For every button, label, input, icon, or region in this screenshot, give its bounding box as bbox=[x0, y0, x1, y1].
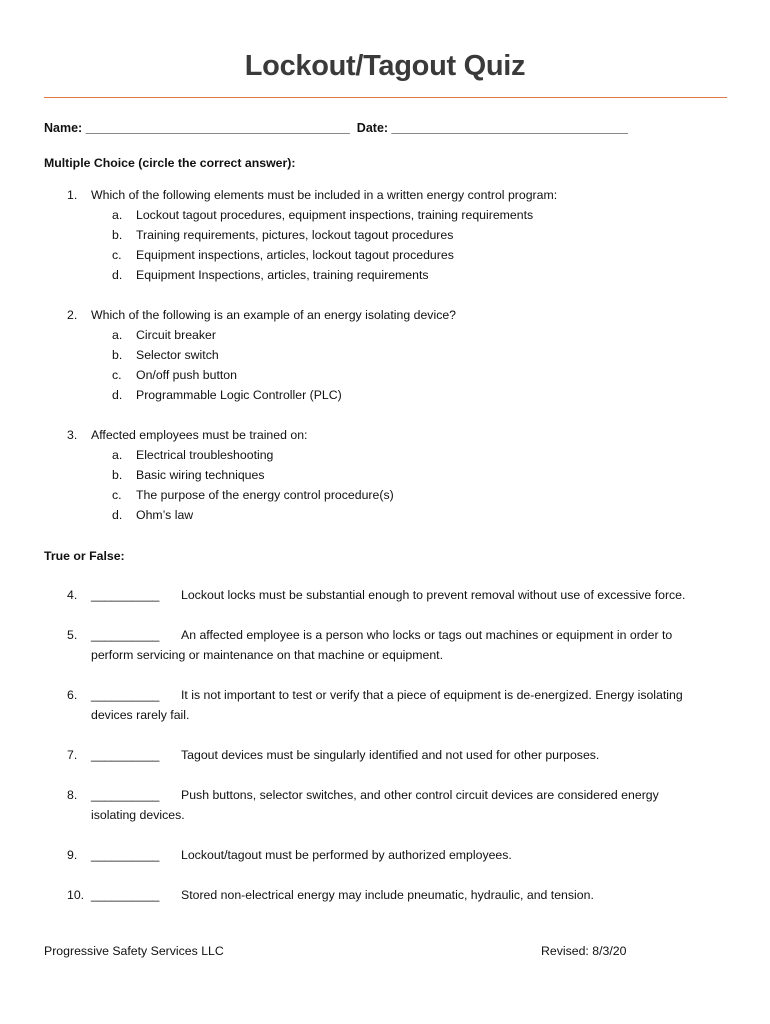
title-divider bbox=[44, 97, 727, 98]
question-number: 3. bbox=[67, 428, 78, 442]
option-text: Programmable Logic Controller (PLC) bbox=[136, 388, 342, 402]
tf-item-7 bbox=[67, 745, 727, 765]
item-text: Lockout/tagout must be performed by authorized employees. bbox=[181, 848, 512, 862]
option-letter: b. bbox=[112, 468, 123, 482]
item-text: Tagout devices must be singularly identified and not used for other purposes. bbox=[181, 748, 600, 762]
option-text: Basic wiring techniques bbox=[136, 468, 265, 482]
footer-company: Progressive Safety Services LLC bbox=[44, 944, 224, 958]
option-2a[interactable] bbox=[112, 327, 216, 343]
tf-item-5 bbox=[67, 625, 727, 665]
question-1 bbox=[67, 187, 557, 203]
question-3 bbox=[67, 427, 307, 443]
option-1b[interactable] bbox=[112, 227, 453, 243]
option-letter: b. bbox=[112, 228, 123, 242]
option-letter: a. bbox=[112, 328, 123, 342]
option-text: On/off push button bbox=[136, 368, 237, 382]
tf-item-6 bbox=[67, 685, 727, 725]
answer-blank[interactable]: __________ bbox=[91, 748, 160, 762]
option-letter: d. bbox=[112, 388, 123, 402]
question-number: 1. bbox=[67, 188, 78, 202]
item-text: Push buttons, selector switches, and other control circuit devices are considered energy bbox=[181, 788, 659, 802]
item-number: 7. bbox=[67, 748, 78, 762]
answer-blank[interactable]: __________ bbox=[91, 588, 160, 602]
option-text: Training requirements, pictures, lockout tagout procedures bbox=[136, 228, 454, 242]
answer-blank[interactable]: __________ bbox=[91, 688, 160, 702]
option-text: The purpose of the energy control procedure(s) bbox=[136, 488, 394, 502]
item-text-continued: isolating devices. bbox=[91, 808, 185, 822]
option-1c[interactable] bbox=[112, 247, 454, 263]
tf-item-10 bbox=[67, 885, 727, 905]
option-text: Ohm’s law bbox=[136, 508, 194, 522]
answer-blank[interactable]: __________ bbox=[91, 788, 160, 802]
option-letter: d. bbox=[112, 508, 123, 522]
question-number: 2. bbox=[67, 308, 78, 322]
option-2c[interactable] bbox=[112, 367, 237, 383]
option-text: Lockout tagout procedures, equipment inspections, training requirements bbox=[136, 208, 534, 222]
option-3d[interactable] bbox=[112, 507, 193, 523]
option-3c[interactable] bbox=[112, 487, 394, 503]
item-text: An affected employee is a person who locks or tags out machines or equipment in order to bbox=[181, 628, 673, 642]
item-number: 8. bbox=[67, 788, 78, 802]
item-text-continued: perform servicing or maintenance on that machine or equipment. bbox=[91, 648, 444, 662]
question-2 bbox=[67, 307, 456, 323]
item-text-continued: devices rarely fail. bbox=[91, 708, 190, 722]
option-text: Circuit breaker bbox=[136, 328, 216, 342]
option-letter: d. bbox=[112, 268, 123, 282]
multiple-choice-heading: Multiple Choice (circle the correct answer): bbox=[44, 156, 296, 170]
option-letter: c. bbox=[112, 248, 122, 262]
item-number: 10. bbox=[67, 888, 85, 902]
option-3b[interactable] bbox=[112, 467, 265, 483]
answer-blank[interactable]: __________ bbox=[91, 848, 160, 862]
option-2d[interactable] bbox=[112, 387, 342, 403]
true-false-heading: True or False: bbox=[44, 549, 125, 563]
option-text: Equipment inspections, articles, lockout tagout procedures bbox=[136, 248, 454, 262]
answer-blank[interactable]: __________ bbox=[91, 888, 160, 902]
option-text: Equipment Inspections, articles, training requirements bbox=[136, 268, 429, 282]
option-1a[interactable] bbox=[112, 207, 533, 223]
name-date-row[interactable]: Name: ______________________________________ Date: __________________________________ bbox=[44, 121, 628, 135]
item-number: 9. bbox=[67, 848, 78, 862]
option-text: Selector switch bbox=[136, 348, 219, 362]
item-text: Stored non-electrical energy may include pneumatic, hydraulic, and tension. bbox=[181, 888, 594, 902]
tf-item-4 bbox=[67, 585, 727, 605]
option-letter: c. bbox=[112, 488, 122, 502]
question-text: Which of the following is an example of an energy isolating device? bbox=[91, 308, 457, 322]
option-text: Electrical troubleshooting bbox=[136, 448, 274, 462]
option-3a[interactable] bbox=[112, 447, 273, 463]
tf-item-8 bbox=[67, 785, 727, 825]
item-number: 4. bbox=[67, 588, 78, 602]
option-letter: a. bbox=[112, 208, 123, 222]
option-2b[interactable] bbox=[112, 347, 219, 363]
page-title: Lockout/Tagout Quiz bbox=[244, 50, 526, 82]
tf-item-9 bbox=[67, 845, 727, 865]
item-text: Lockout locks must be substantial enough to prevent removal without use of excessive force. bbox=[181, 588, 686, 602]
item-text: It is not important to test or verify that a piece of equipment is de-energized. Energy isolating bbox=[181, 688, 683, 702]
answer-blank[interactable]: __________ bbox=[91, 628, 160, 642]
option-letter: a. bbox=[112, 448, 123, 462]
item-number: 6. bbox=[67, 688, 78, 702]
question-text: Which of the following elements must be included in a written energy control program: bbox=[91, 188, 558, 202]
question-text: Affected employees must be trained on: bbox=[91, 428, 308, 442]
option-letter: c. bbox=[112, 368, 122, 382]
option-1d[interactable] bbox=[112, 267, 429, 283]
option-letter: b. bbox=[112, 348, 123, 362]
footer-revised: Revised: 8/3/20 bbox=[541, 944, 627, 958]
item-number: 5. bbox=[67, 628, 78, 642]
